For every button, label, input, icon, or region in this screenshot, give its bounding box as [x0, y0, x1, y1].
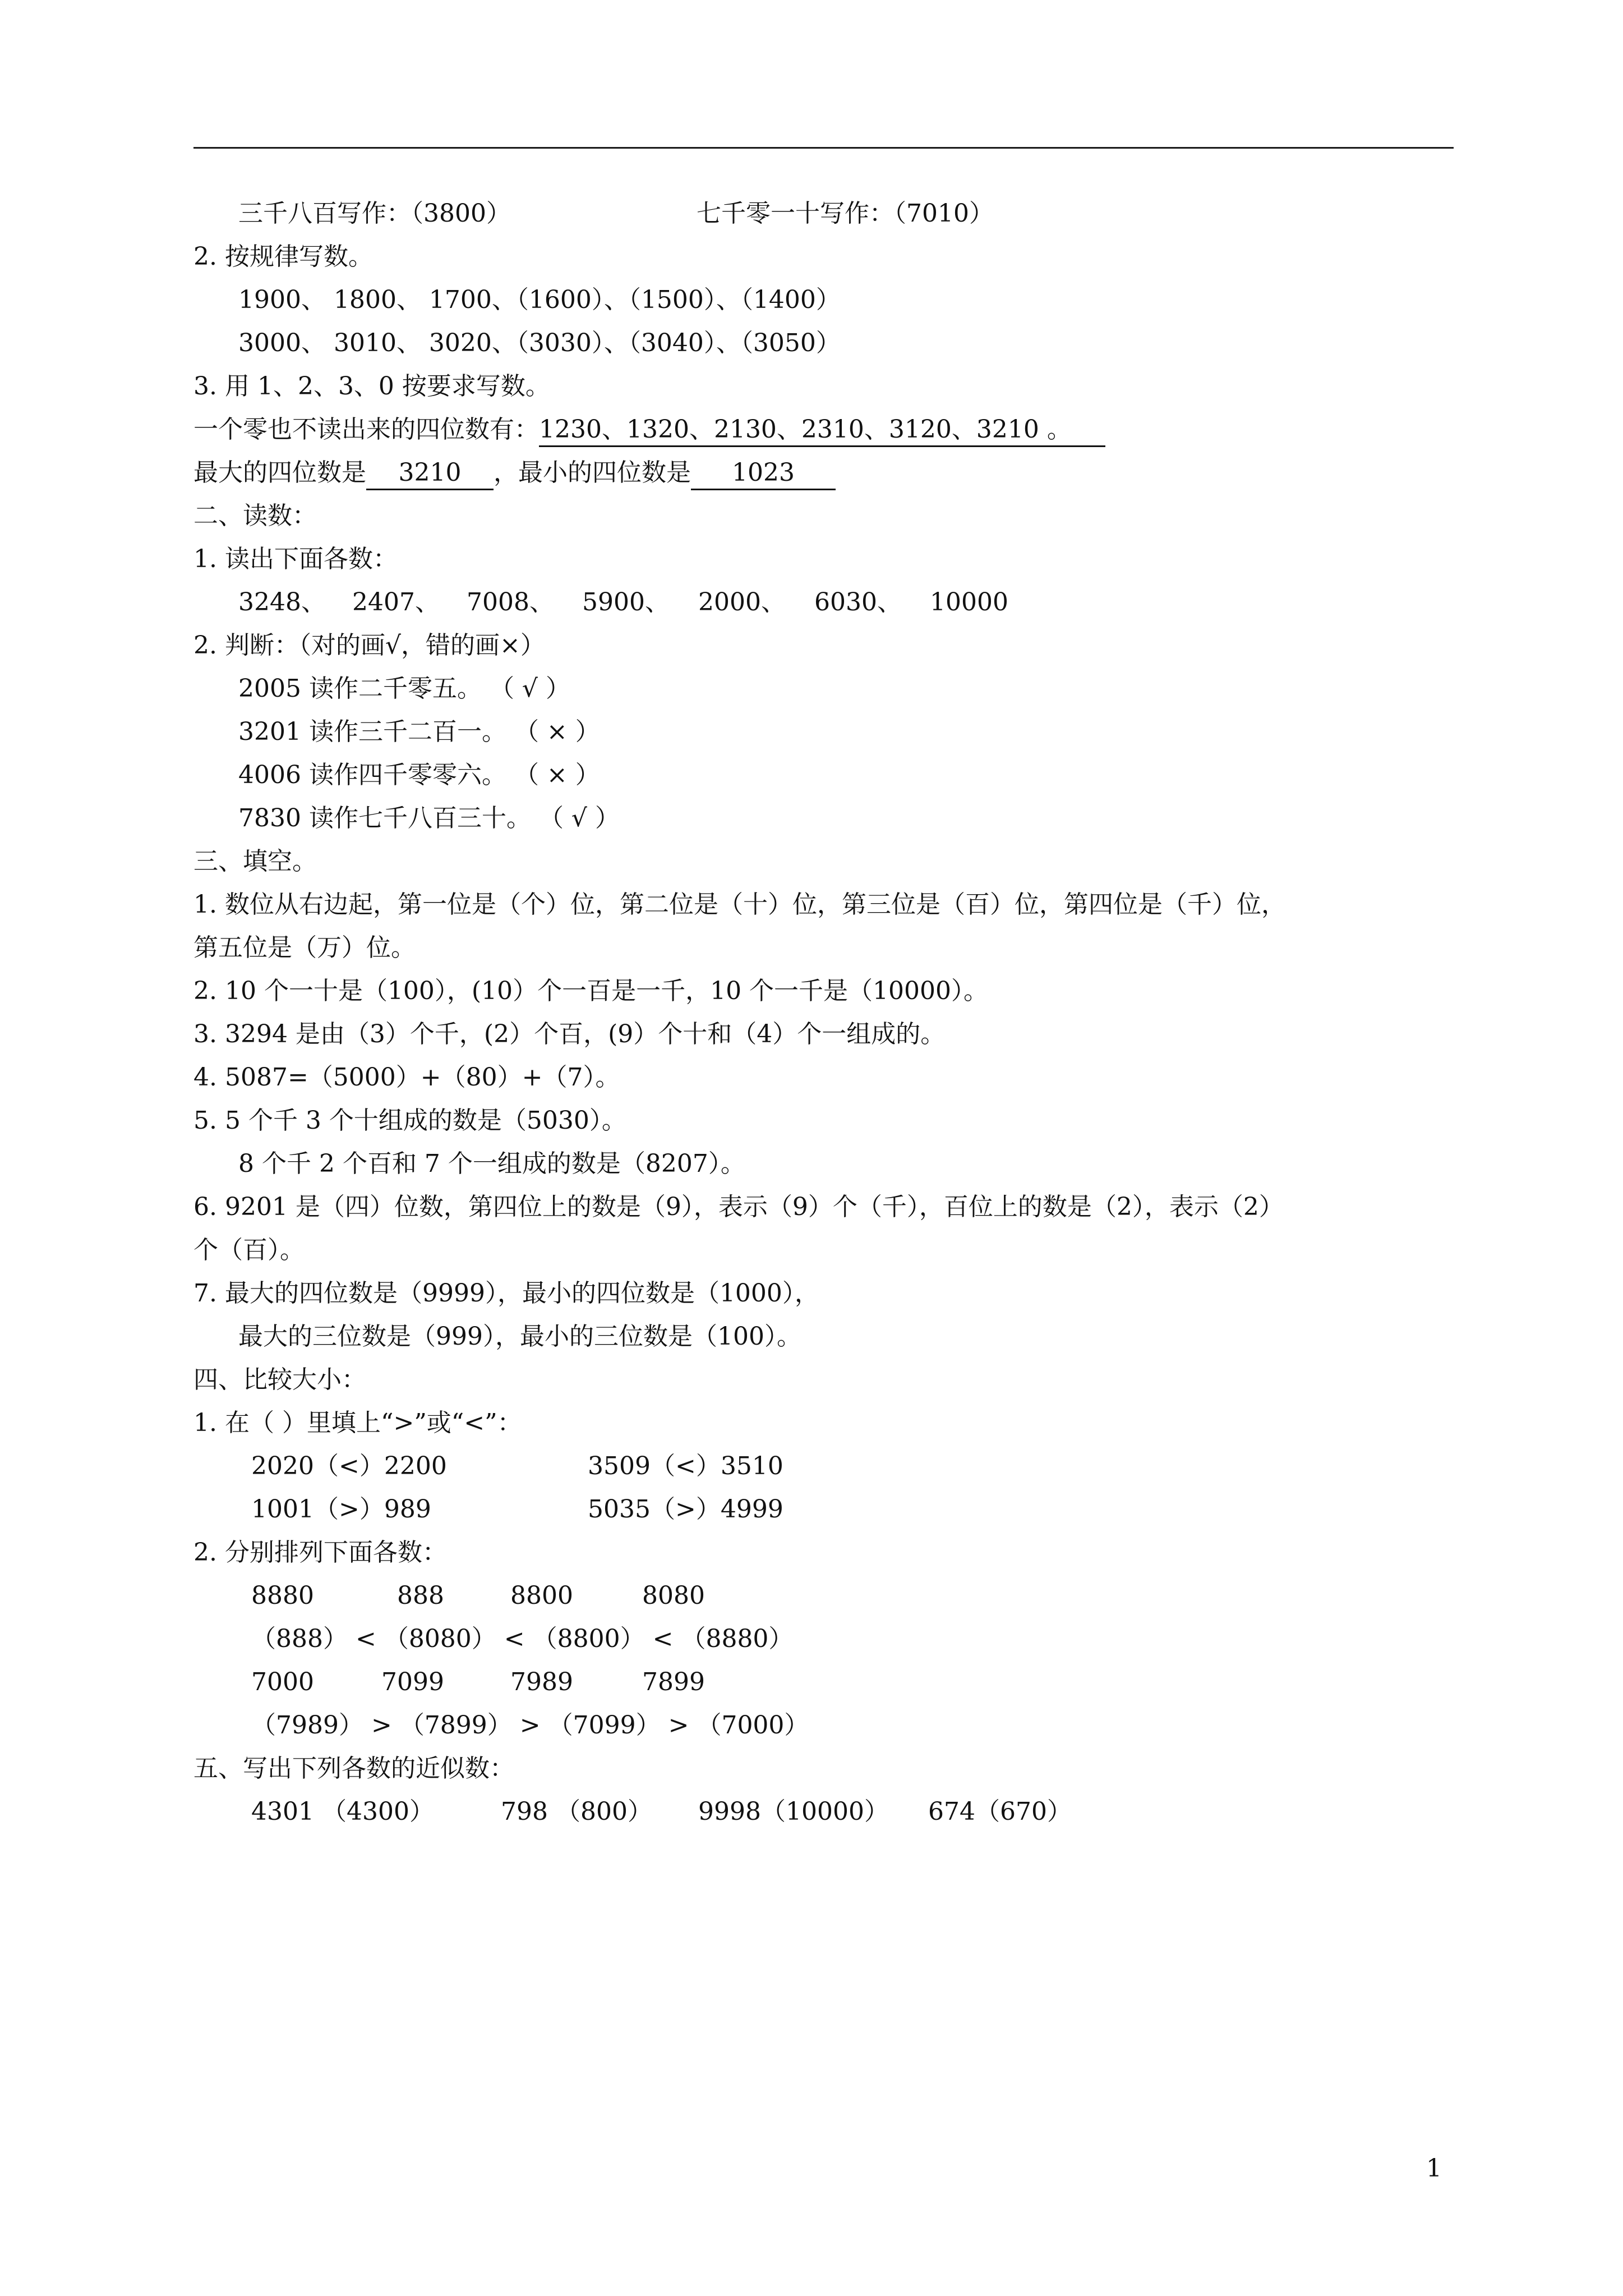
sort-number: 8080 — [642, 1581, 705, 1610]
question-2-title: 2. 按规律写数。 — [193, 242, 373, 271]
item-7010: 七千零一十写作：（7010） — [697, 199, 994, 228]
compare-title: 1. 在（ ）里填上“>”或“<”： — [193, 1409, 522, 1437]
compare-item: 1001（>）989 — [251, 1495, 431, 1524]
fill-item-1: 1. 数位从右边起，第一位是（个）位，第二位是（十）位，第三位是（百）位，第四位是（千）位， — [193, 890, 1286, 919]
approx-item: 798 （800） — [501, 1797, 652, 1826]
fill-item-4: 4. 5087=（5000）+（80）+（7）。 — [193, 1063, 620, 1092]
fill-item-5-b: 8 个千 2 个百和 7 个一组成的数是（8207）。 — [238, 1149, 745, 1178]
no-zero-answer: 1230、1320、2130、2310、3120、3210 。 — [539, 414, 1105, 447]
approx-item: 4301 （4300） — [251, 1797, 434, 1826]
no-zero-line — [193, 408, 1455, 451]
read-number: 10000 — [930, 588, 1008, 616]
judge-title: 2. 判断：（对的画√，错的画×） — [193, 631, 545, 660]
read-number: 2000、 — [698, 588, 786, 616]
compare-item: 3509（<）3510 — [588, 1452, 783, 1480]
read-number: 2407、 — [352, 588, 440, 616]
compare-item: 2020（<）2200 — [251, 1452, 447, 1480]
item-3800: 三千八百写作：（3800） — [238, 199, 511, 228]
read-number: 7008、 — [467, 588, 554, 616]
compare-row-2 — [193, 1488, 1455, 1531]
approx-item: 674（670） — [928, 1797, 1072, 1826]
section-2-heading: 二、读数： — [193, 501, 317, 530]
min-label: ，最小的四位数是 — [494, 458, 691, 487]
sort-number: 7899 — [642, 1668, 705, 1696]
sort-number: 888 — [397, 1581, 444, 1610]
section-4-heading: 四、比较大小： — [193, 1365, 366, 1394]
read-numbers-row — [193, 581, 1455, 624]
header-rule — [193, 147, 1454, 149]
fill-item-3: 3. 3294 是由（3）个千，(2）个百，(9）个十和（4）个一组成的。 — [193, 1020, 946, 1048]
pattern-row-1: 1900、 1800、 1700、（1600）、（1500）、（1400） — [238, 286, 841, 314]
fill-item-6-cont: 个（百）。 — [193, 1236, 305, 1264]
max-label: 最大的四位数是 — [193, 458, 366, 487]
sort-answer-1: （888） < （8080） < （8800） < （8880） — [251, 1625, 794, 1653]
sort-title: 2. 分别排列下面各数： — [193, 1538, 447, 1567]
judge-item: 4006 读作四千零零六。 （ × ） — [238, 761, 600, 789]
approx-item: 9998（10000） — [698, 1797, 889, 1826]
max-answer: 3210 — [366, 457, 494, 490]
question-3-title: 3. 用 1、2、3、0 按要求写数。 — [193, 372, 550, 401]
compare-row-1 — [193, 1444, 1455, 1488]
sort-number: 8800 — [510, 1581, 573, 1610]
section-5-heading: 五、写出下列各数的近似数： — [193, 1754, 514, 1783]
page-number: 1 — [1426, 2154, 1442, 2183]
no-zero-label: 一个零也不读出来的四位数有： — [193, 415, 539, 444]
sort-numbers-1 — [193, 1574, 1455, 1617]
sort-answer-2: （7989） > （7899） > （7099） > （7000） — [251, 1711, 809, 1740]
read-question-title: 1. 读出下面各数： — [193, 545, 398, 573]
approx-row — [193, 1790, 1455, 1833]
fill-item-1-cont: 第五位是（万）位。 — [193, 933, 416, 962]
fill-item-2: 2. 10 个一十是（100），(10）个一百是一千，10 个一千是（10000）。 — [193, 977, 989, 1005]
judge-item: 2005 读作二千零五。 （ √ ） — [238, 674, 570, 703]
read-number: 3248、 — [238, 588, 326, 616]
pattern-row-2: 3000、 3010、 3020、（3030）、（3040）、（3050） — [238, 329, 841, 357]
read-number: 6030、 — [814, 588, 902, 616]
fill-item-6: 6. 9201 是（四）位数，第四位上的数是（9），表示（9）个（千），百位上的数是（2），表示（2） — [193, 1193, 1284, 1221]
section-3-heading: 三、填空。 — [193, 847, 317, 876]
judge-item: 3201 读作三千二百一。 （ × ） — [238, 717, 600, 746]
worksheet — [193, 192, 1455, 1833]
line-write-numbers — [193, 192, 1455, 235]
fill-item-5: 5. 5 个千 3 个十组成的数是（5030）。 — [193, 1106, 626, 1135]
fill-item-7-b: 最大的三位数是（999），最小的三位数是（100）。 — [238, 1322, 801, 1351]
sort-number: 8880 — [251, 1581, 314, 1610]
compare-item: 5035（>）4999 — [588, 1495, 783, 1524]
sort-number: 7000 — [251, 1668, 314, 1696]
fill-item-7: 7. 最大的四位数是（9999），最小的四位数是（1000）， — [193, 1279, 819, 1308]
sort-number: 7989 — [510, 1668, 573, 1696]
sort-numbers-2 — [193, 1660, 1455, 1704]
sort-number: 7099 — [381, 1668, 444, 1696]
read-number: 5900、 — [582, 588, 670, 616]
max-min-line — [193, 451, 1455, 494]
min-answer: 1023 — [691, 457, 836, 490]
judge-item: 7830 读作七千八百三十。 （ √ ） — [238, 804, 620, 832]
